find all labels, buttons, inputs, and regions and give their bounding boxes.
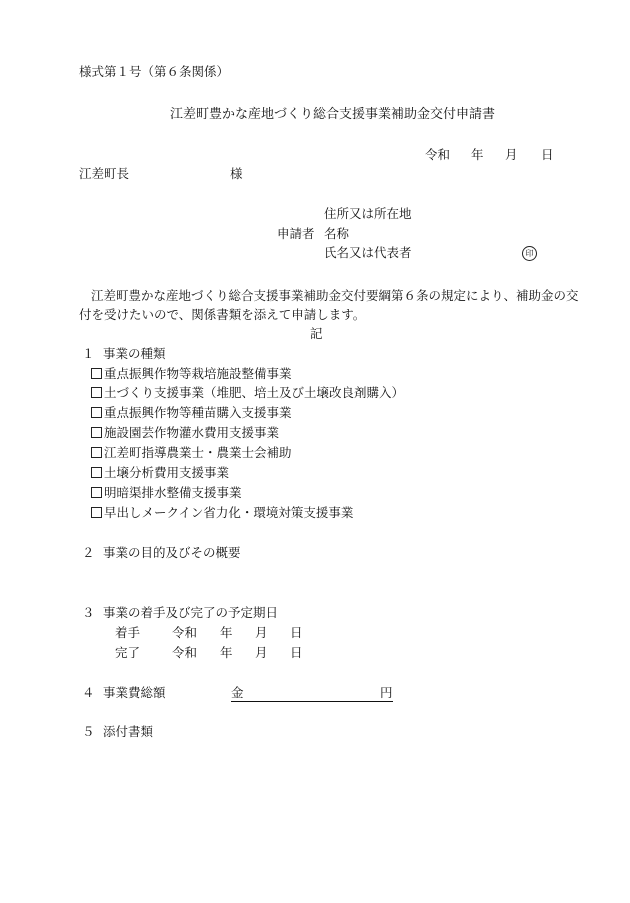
project-type-item xyxy=(91,387,404,400)
section-5-title: 添付書類 xyxy=(103,724,154,739)
cost-prefix: 金 xyxy=(231,685,244,700)
schedule-end-day: 日 xyxy=(290,645,303,660)
applicant-address-label: 住所又は所在地 xyxy=(324,206,412,221)
project-type-item xyxy=(91,507,353,520)
body-text-line2: 付を受けたいので、関係書類を添えて申請します。 xyxy=(79,307,366,322)
checkbox[interactable] xyxy=(91,447,102,458)
section-3-title: 事業の着手及び完了の予定期日 xyxy=(103,605,279,620)
schedule-start-label: 着手 xyxy=(115,625,141,640)
form-number: 様式第１号（第６条関係） xyxy=(79,64,230,79)
project-type-label: 施設園芸作物灌水費用支援事業 xyxy=(104,425,280,440)
project-type-label: 江差町指導農業士・農業士会補助 xyxy=(104,445,292,460)
checkbox[interactable] xyxy=(91,467,102,478)
addressee-mayor: 江差町長 xyxy=(79,166,130,181)
project-type-item xyxy=(91,368,292,381)
schedule-end-label: 完了 xyxy=(115,645,141,660)
project-type-label: 土づくり支援事業（堆肥、培土及び土壌改良剤購入） xyxy=(104,385,405,400)
schedule-start-month: 月 xyxy=(255,625,268,640)
section-4-title: 事業費総額 xyxy=(103,685,166,700)
schedule-end-month: 月 xyxy=(255,645,268,660)
section-1-title: 事業の種類 xyxy=(103,346,166,361)
schedule-end-year: 年 xyxy=(220,645,233,660)
project-type-label: 早出しメークイン省力化・環境対策支援事業 xyxy=(104,505,354,520)
project-type-item xyxy=(91,407,292,420)
applicant-name-label: 名称 xyxy=(324,226,350,241)
project-type-item xyxy=(91,487,242,500)
schedule-start-era: 令和 xyxy=(172,625,198,640)
project-type-item xyxy=(91,427,279,440)
addressee-honorific: 様 xyxy=(230,166,243,181)
ki-heading: 記 xyxy=(310,326,323,341)
seal-mark: 印 xyxy=(522,246,537,261)
section-1-number: １ xyxy=(82,346,95,361)
checkbox[interactable] xyxy=(91,368,102,379)
section-5-number: ５ xyxy=(82,724,95,739)
checkbox[interactable] xyxy=(91,427,102,438)
document-title: 江差町豊かな産地づくり総合支援事業補助金交付申請書 xyxy=(170,107,496,122)
date-year: 年 xyxy=(471,147,484,162)
checkbox[interactable] xyxy=(91,487,102,498)
cost-suffix: 円 xyxy=(380,685,393,700)
project-type-label: 土壌分析費用支援事業 xyxy=(104,465,230,480)
checkbox[interactable] xyxy=(91,407,102,418)
cost-amount-field[interactable] xyxy=(231,701,393,702)
section-2-title: 事業の目的及びその概要 xyxy=(103,545,241,560)
checkbox[interactable] xyxy=(91,507,102,518)
project-type-label: 明暗渠排水整備支援事業 xyxy=(104,485,242,500)
date-month: 月 xyxy=(505,147,518,162)
project-type-label: 重点振興作物等種苗購入支援事業 xyxy=(104,405,292,420)
section-4-number: ４ xyxy=(82,685,95,700)
applicant-label: 申請者 xyxy=(277,226,315,241)
schedule-end-era: 令和 xyxy=(172,645,198,660)
body-text-line1: 江差町豊かな産地づくり総合支援事業補助金交付要綱第６条の規定により、補助金の交 xyxy=(91,288,579,303)
date-era: 令和 xyxy=(425,147,451,162)
schedule-start-year: 年 xyxy=(220,625,233,640)
section-3-number: ３ xyxy=(82,605,95,620)
date-day: 日 xyxy=(541,147,554,162)
project-type-label: 重点振興作物等栽培施設整備事業 xyxy=(104,366,292,381)
schedule-start-day: 日 xyxy=(290,625,303,640)
project-type-item xyxy=(91,447,292,460)
applicant-representative-label: 氏名又は代表者 xyxy=(324,245,412,260)
project-type-item xyxy=(91,467,229,480)
checkbox[interactable] xyxy=(91,387,102,398)
section-2-number: ２ xyxy=(82,545,95,560)
